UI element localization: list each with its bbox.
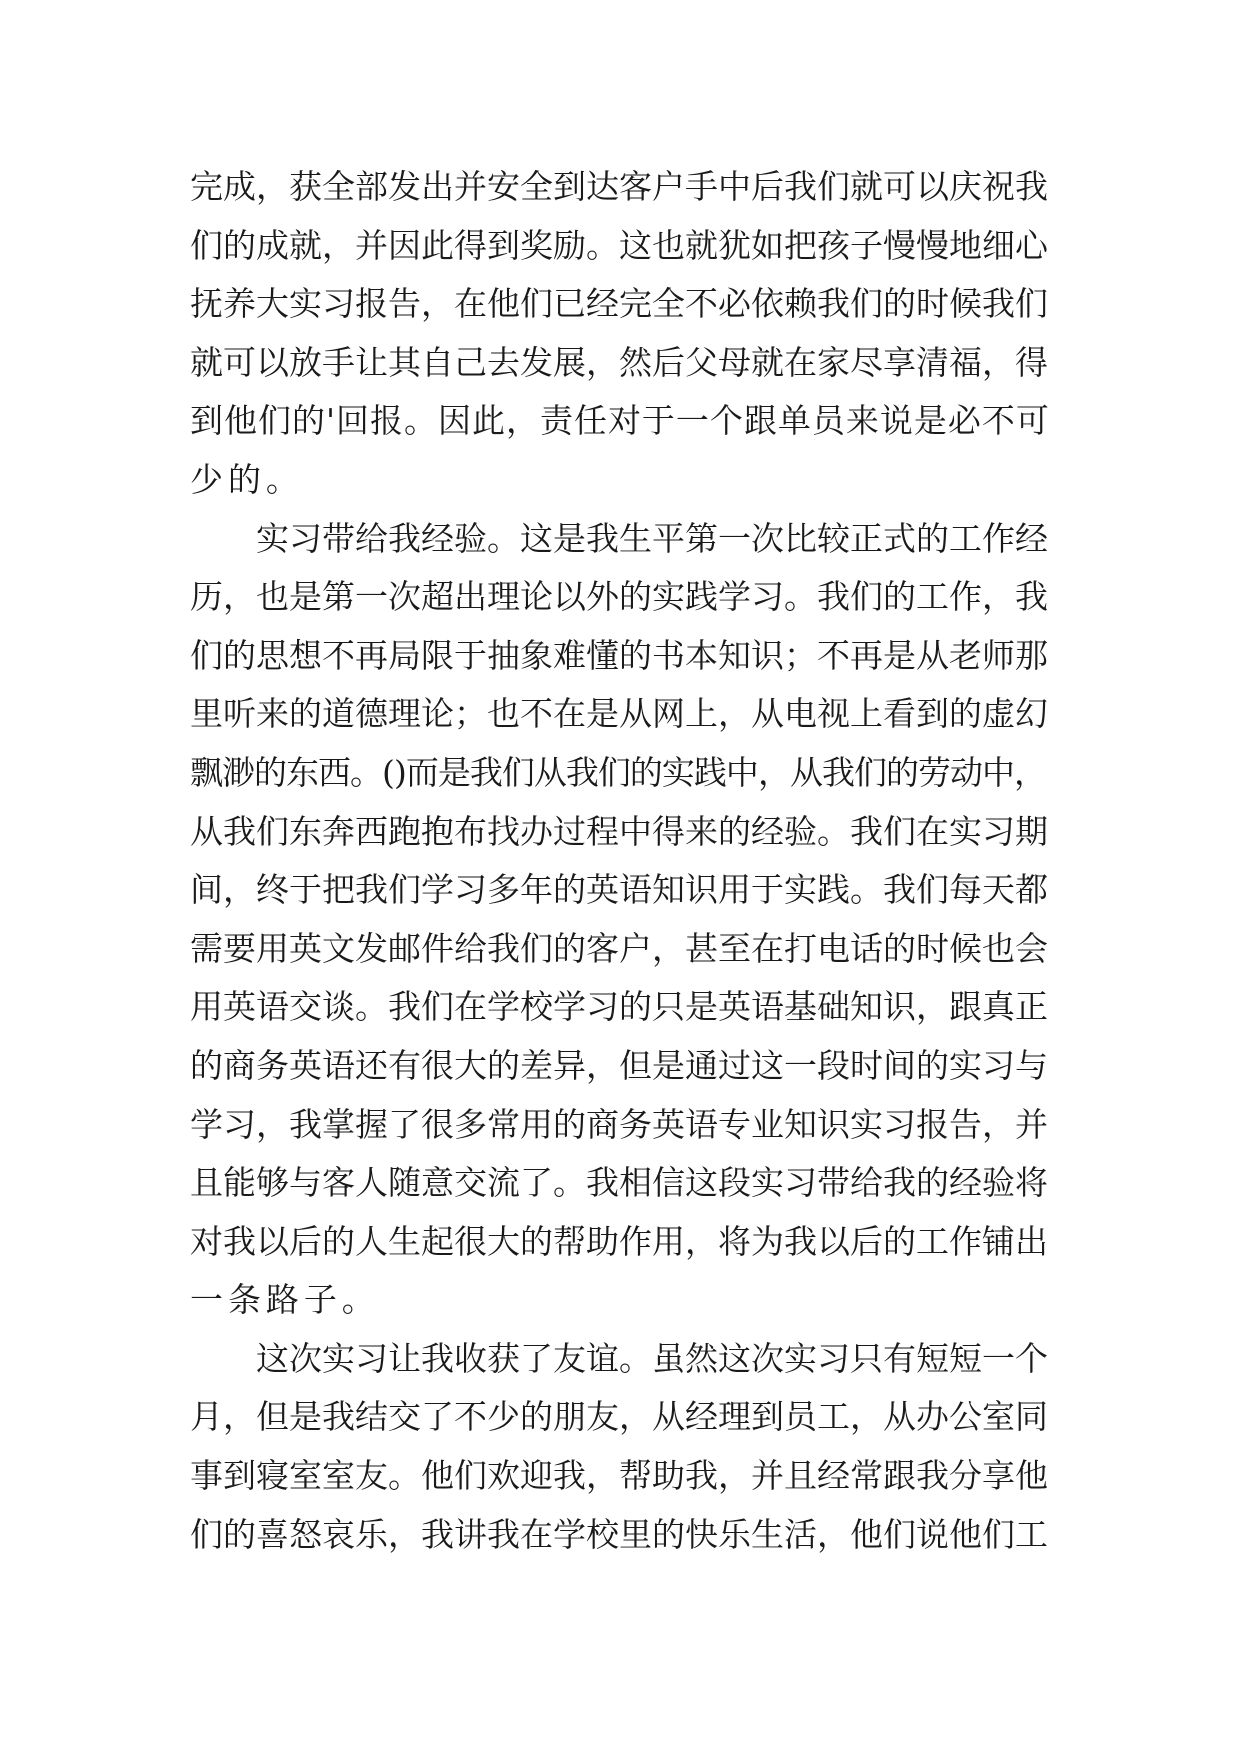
text-line: 里听来的道德理论；也不在是从网上，从电视上看到的虚幻	[190, 694, 1048, 734]
text-line: 对我以后的人生起很大的帮助作用，将为我以后的工作铺出	[190, 1221, 1048, 1261]
text-line: 完成，获全部发出并安全到达客户手中后我们就可以庆祝我	[190, 167, 1048, 206]
text-line: 间，终于把我们学习多年的英语知识用于实践。我们每天都	[190, 870, 1048, 910]
text-line: 的商务英语还有很大的差异，但是通过这一段时间的实习与	[190, 1045, 1048, 1085]
text-line: 抚养大实习报告，在他们已经完全不必依赖我们的时候我们	[190, 284, 1048, 324]
text-line: 到他们的'回报。因此，责任对于一个跟单员来说是必不可	[190, 401, 1050, 441]
paragraph-first-line: 实习带给我经验。这是我生平第一次比较正式的工作经	[256, 518, 1048, 558]
text-line: 学习，我掌握了很多常用的商务英语专业知识实习报告，并	[190, 1104, 1048, 1144]
text-line: 就可以放手让其自己去发展，然后父母就在家尽享清福，得	[190, 342, 1048, 382]
text-line: 从我们东奔西跑抱布找办过程中得来的经验。我们在实习期	[190, 811, 1048, 851]
text-line: 飘渺的东西。()而是我们从我们的实践中，从我们的劳动中，	[190, 752, 1047, 792]
text-line: 们的思想不再局限于抽象难懂的书本知识；不再是从老师那	[190, 635, 1048, 675]
text-line: 月，但是我结交了不少的朋友，从经理到员工，从办公室同	[190, 1397, 1048, 1437]
text-line: 历，也是第一次超出理论以外的实践学习。我们的工作，我	[190, 577, 1048, 617]
text-line: 一条路子。	[190, 1280, 380, 1320]
text-line: 事到寝室室友。他们欢迎我，帮助我，并且经常跟我分享他	[190, 1456, 1048, 1496]
text-line: 且能够与客人随意交流了。我相信这段实习带给我的经验将	[190, 1163, 1048, 1203]
text-line: 们的成就，并因此得到奖励。这也就犹如把孩子慢慢地细心	[190, 225, 1048, 265]
body-text	[190, 158, 1050, 1564]
text-line: 们的喜怒哀乐，我讲我在学校里的快乐生活，他们说他们工	[190, 1514, 1048, 1554]
text-line: 需要用英文发邮件给我们的客户，甚至在打电话的时候也会	[190, 928, 1048, 968]
text-line: 少的。	[190, 459, 304, 499]
text-line: 用英语交谈。我们在学校学习的只是英语基础知识，跟真正	[190, 987, 1048, 1027]
paragraph-first-line: 这次实习让我收获了友谊。虽然这次实习只有短短一个	[256, 1338, 1048, 1378]
